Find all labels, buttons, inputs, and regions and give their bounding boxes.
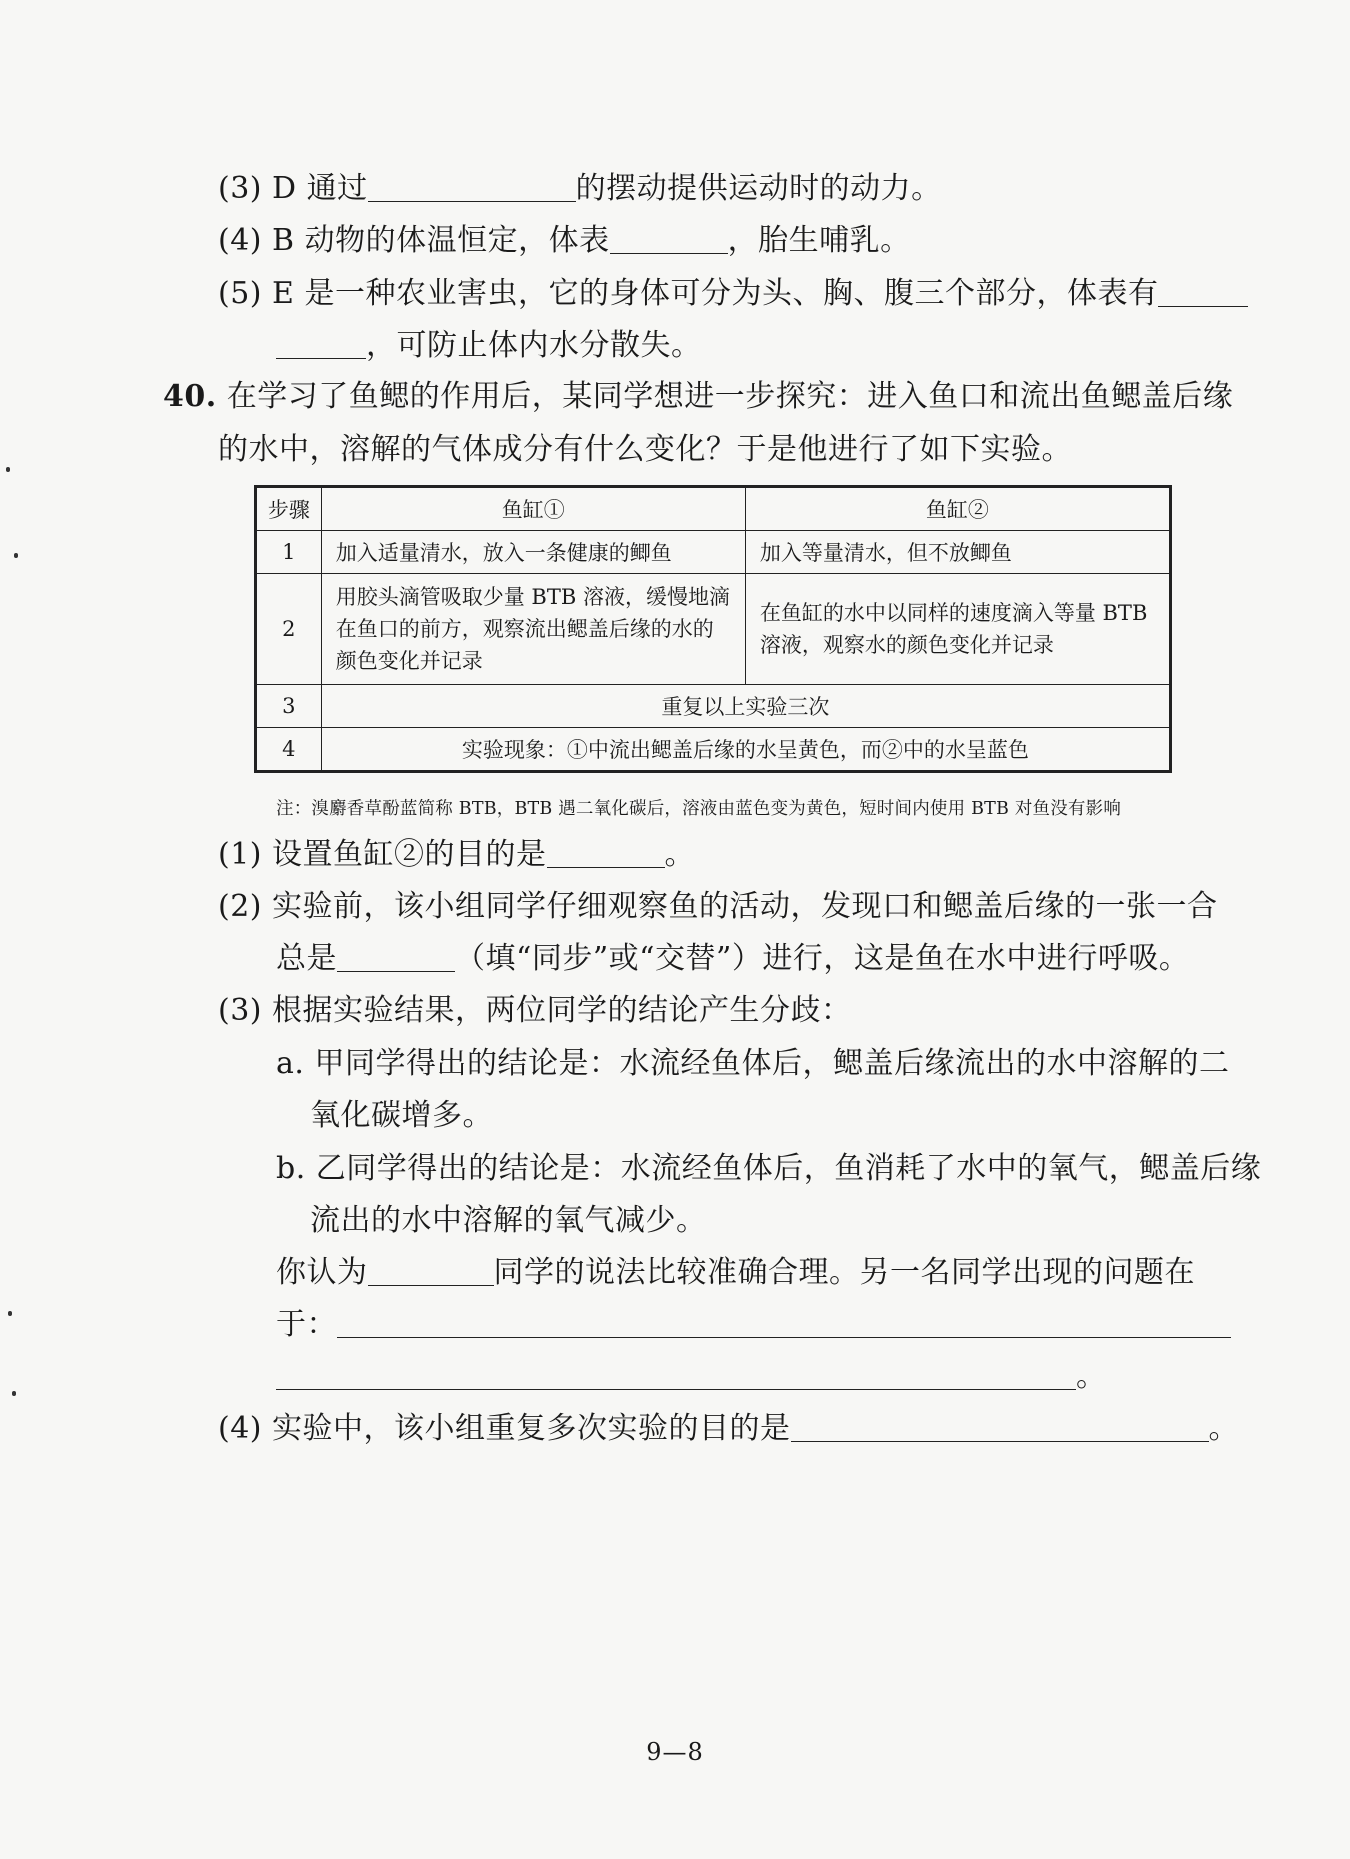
q40-sub2-line1: [218, 888, 1218, 926]
merged-cell: 重复以上实验三次: [321, 685, 1170, 728]
experiment-table: [254, 485, 1172, 773]
q39-sub3-label: (3): [218, 171, 262, 206]
table-row: [256, 728, 1171, 772]
q40-sub2-text-before: 总是: [276, 941, 337, 976]
q40-sub1: [218, 836, 695, 874]
q40-intro-line1: [163, 378, 1233, 416]
q40-sub4-blank[interactable]: [791, 1411, 1209, 1442]
q40-sub2-text-after: （填“同步”或“交替”）进行，这是鱼在水中进行呼吸。: [455, 941, 1190, 976]
table-header-row: [256, 487, 1171, 531]
q39-sub4-text-before: B 动物的体温恒定，体表: [272, 223, 610, 258]
merged-cell: 实验现象：①中流出鳃盖后缘的水呈黄色，而②中的水呈蓝色: [321, 728, 1170, 772]
scan-mark: [14, 553, 18, 558]
q40-sub1-label: (1): [218, 837, 262, 872]
q39-sub5-blank-part2[interactable]: [276, 328, 366, 359]
scan-mark: [6, 467, 10, 472]
q40-sub3-a-line2: 氧化碳增多。: [310, 1098, 493, 1133]
page-number: 9—8: [646, 1738, 704, 1766]
table-row: [256, 531, 1171, 574]
q40-sub2-label: (2): [218, 889, 262, 924]
q39-sub5-text-after: ，可防止体内水分散失。: [366, 328, 702, 363]
q40-sub3-q-after: 同学的说法比较准确合理。另一名同学出现的问题在: [493, 1255, 1195, 1290]
q40-sub3: [218, 992, 852, 1030]
q39-sub4-label: (4): [218, 223, 262, 258]
q40-number: 40.: [163, 379, 217, 414]
q40-sub3-blank-reason1[interactable]: [337, 1307, 1231, 1338]
q40-sub4-label: (4): [218, 1411, 262, 1446]
q40-sub2-text1: 实验前，该小组同学仔细观察鱼的活动，发现口和鳃盖后缘的一张一合: [272, 889, 1218, 924]
q40-sub3-label: (3): [218, 993, 262, 1028]
q40-sub4-text-before: 实验中，该小组重复多次实验的目的是: [272, 1411, 791, 1446]
q39-sub5: [218, 275, 1248, 313]
q40-sub3-blank-choice[interactable]: [368, 1255, 494, 1286]
q40-intro-text2: 的水中，溶解的气体成分有什么变化？于是他进行了如下实验。: [218, 432, 1072, 467]
q39-sub5-blank-part1[interactable]: [1158, 276, 1248, 307]
header-tank2: 鱼缸②: [745, 487, 1170, 531]
q40-sub4-text-after: 。: [1208, 1411, 1240, 1446]
step-cell: 2: [256, 574, 322, 685]
header-step: 步骤: [256, 487, 322, 531]
q39-sub4-text-after: ，胎生哺乳。: [727, 223, 911, 258]
tank1-cell: 用胶头滴管吸取少量 BTB 溶液，缓慢地滴在鱼口的前方，观察流出鳃盖后缘的水的颜色变化并记录: [321, 574, 745, 685]
q39-sub4-blank[interactable]: [610, 223, 728, 254]
step-cell: 1: [256, 531, 322, 574]
step-cell: 4: [256, 728, 322, 772]
q40-sub3-q-line2-text: 于：: [276, 1307, 337, 1342]
q40-sub3-question: [276, 1254, 1195, 1292]
q40-sub2-blank[interactable]: [337, 941, 455, 972]
q39-sub3-text-after: 的摆动提供运动时的动力。: [575, 171, 942, 206]
q39-sub3: [218, 170, 942, 208]
q40-sub3-a-line1: a. 甲同学得出的结论是：水流经鱼体后，鳃盖后缘流出的水中溶解的二: [276, 1046, 1230, 1081]
q39-sub4: [218, 222, 911, 260]
q40-sub4: [218, 1410, 1239, 1448]
tank1-cell: 加入适量清水，放入一条健康的鲫鱼: [321, 531, 745, 574]
scan-mark: [12, 1391, 16, 1396]
table-note: 注：溴麝香草酚蓝简称 BTB，BTB 遇二氧化碳后，溶液由蓝色变为黄色，短时间内使用 BTB 对鱼没有影响: [276, 799, 1122, 819]
step-cell: 3: [256, 685, 322, 728]
tank2-cell: 在鱼缸的水中以同样的速度滴入等量 BTB 溶液，观察水的颜色变化并记录: [745, 574, 1170, 685]
q40-sub3-b-line1: b. 乙同学得出的结论是：水流经鱼体后，鱼消耗了水中的氧气，鳃盖后缘: [276, 1151, 1262, 1186]
q40-sub1-text-before: 设置鱼缸②的目的是: [272, 837, 547, 872]
q40-sub3-b-line2: 流出的水中溶解的氧气减少。: [310, 1203, 707, 1238]
scan-mark: [8, 1311, 12, 1316]
q40-sub3-q-before: 你认为: [276, 1255, 368, 1290]
q40-sub1-text-after: 。: [664, 837, 696, 872]
header-tank1: 鱼缸①: [321, 487, 745, 531]
q40-sub3-q-line2: [276, 1306, 1231, 1344]
table-row: [256, 574, 1171, 685]
q39-sub5-label: (5): [218, 276, 262, 311]
q40-sub3-q-line3: [276, 1358, 1107, 1396]
q40-intro-text1: 在学习了鱼鳃的作用后，某同学想进一步探究：进入鱼口和流出鱼鳃盖后缘: [226, 379, 1234, 414]
q40-sub1-blank[interactable]: [547, 837, 665, 868]
tank2-cell: 加入等量清水，但不放鲫鱼: [745, 531, 1170, 574]
q39-sub3-blank[interactable]: [368, 171, 576, 202]
q40-sub3-end: 。: [1076, 1359, 1107, 1394]
q40-sub3-blank-reason2[interactable]: [276, 1359, 1076, 1390]
q39-sub5-cont: [276, 327, 702, 365]
q40-intro-line2: [218, 431, 1072, 469]
table-row: [256, 685, 1171, 728]
q40-sub2-line2: [276, 940, 1189, 978]
q39-sub5-text-before: E 是一种农业害虫，它的身体可分为头、胸、腹三个部分，体表有: [272, 276, 1159, 311]
q39-sub3-text-before: D 通过: [272, 171, 368, 206]
q40-sub3-text: 根据实验结果，两位同学的结论产生分歧：: [272, 993, 852, 1028]
